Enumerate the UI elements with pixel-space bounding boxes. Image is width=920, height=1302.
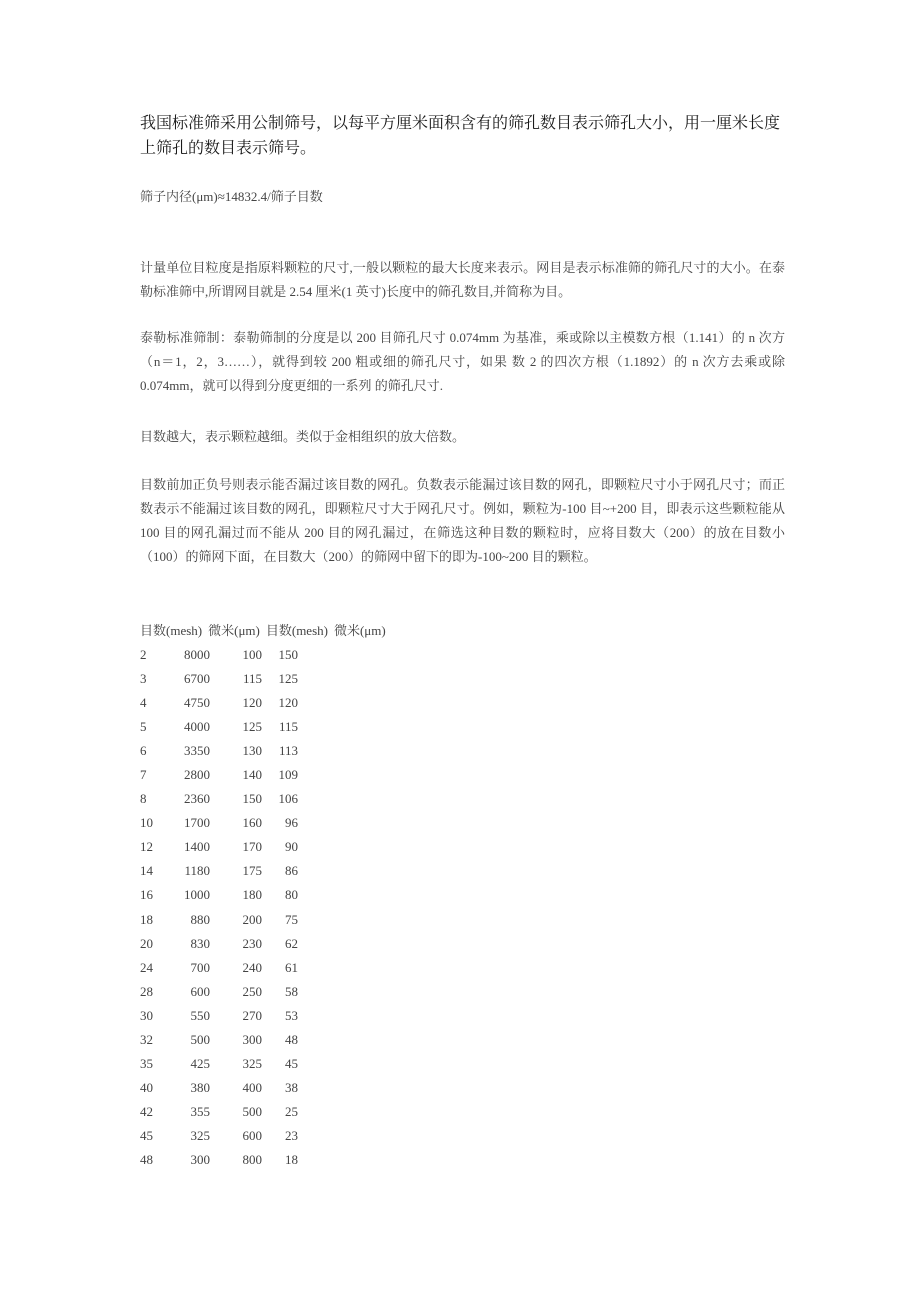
mesh-cell: 10 [140,815,153,831]
header-mesh-1: 目数(mesh) [140,623,203,638]
micron-cell: 1700 [184,815,210,831]
mesh-cell: 600 [242,1127,262,1143]
mesh-cell: 400 [242,1079,262,1095]
mesh-cell: 120 [242,695,262,711]
mesh-cell: 270 [242,1007,262,1023]
mesh-cell: 150 [242,791,262,807]
micron-cell: 1000 [184,887,210,903]
micron-cell: 425 [190,1055,210,1071]
mesh-cell: 500 [242,1103,262,1119]
micron-cell: 150 [278,647,298,662]
micron-cell: 380 [190,1079,210,1095]
mesh-cell: 325 [242,1055,262,1071]
mesh-cell: 115 [242,671,262,687]
micron-cell: 106 [278,791,298,807]
tyler-standard-paragraph: 泰勒标准筛制：泰勒筛制的分度是以 200 目筛孔尺寸 0.074mm 为基准，乘或除以主模数方根（1.141）的 n 次方（n＝1，2，3……），就得到较 200 粗或细的筛孔尺寸，如果 数 2 的四次方根（1.1892）的 n 次方去乘或除 0.074mm，就可以得到分度更细的一系列 的筛孔尺寸. [140,330,785,393]
larger-finer-paragraph: 目数越大，表示颗粒越细。类似于金相组织的放大倍数。 [140,429,466,444]
mesh-cell: 45 [140,1127,153,1143]
table-row [140,715,440,739]
table-row [140,859,440,883]
mesh-cell: 32 [140,1031,153,1047]
mesh-cell: 28 [140,983,153,999]
mesh-cell: 300 [242,1031,262,1047]
mesh-cell: 40 [140,1079,153,1095]
micron-cell: 3350 [184,743,210,759]
mesh-cell: 14 [140,863,153,879]
table-row [140,1004,440,1028]
micron-cell: 550 [190,1007,210,1023]
micron-cell: 325 [190,1127,210,1143]
table-row [140,1052,440,1076]
mesh-cell: 7 [140,767,147,783]
mesh-cell: 24 [140,959,153,975]
mesh-cell: 16 [140,887,153,903]
mesh-cell: 230 [242,935,262,951]
table-header [140,619,392,643]
mesh-cell: 12 [140,839,153,855]
micron-cell: 2360 [184,791,210,807]
micron-cell: 18 [285,1151,298,1167]
micron-cell: 1180 [184,863,210,879]
mesh-cell: 48 [140,1151,153,1167]
mesh-cell: 18 [140,911,153,927]
header-mesh-2: 目数(mesh) [265,623,328,638]
header-micron-2: 微米(μm) [333,623,386,638]
mesh-cell: 20 [140,935,153,951]
mesh-cell: 170 [242,839,262,855]
mesh-cell: 100 [242,647,262,662]
mesh-cell: 250 [242,983,262,999]
mesh-cell: 140 [242,767,262,783]
micron-cell: 61 [285,959,298,975]
micron-cell: 62 [285,935,298,951]
micron-cell: 38 [285,1079,298,1095]
micron-cell: 4000 [184,719,210,735]
mesh-cell: 30 [140,1007,153,1023]
table-row [140,1148,440,1172]
table-body [140,643,440,1172]
micron-cell: 48 [285,1031,298,1047]
micron-cell: 25 [285,1103,298,1119]
micron-cell: 125 [278,671,298,687]
mesh-definition-paragraph: 计量单位目粒度是指原料颗粒的尺寸,一般以颗粒的最大长度来表示。网目是表示标准筛的筛孔尺寸的大小。在泰勒标准筛中,所谓网目就是 2.54 厘米(1 英寸)长度中的筛孔数目,并简称为目。 [140,260,785,299]
micron-cell: 86 [285,863,298,879]
intro-paragraph: 我国标准筛采用公制筛号，以每平方厘米面积含有的筛孔数目表示筛孔大小，用一厘米长度上筛孔的数目表示筛号。 [140,115,781,157]
mesh-cell: 5 [140,719,147,735]
mesh-cell: 180 [242,887,262,903]
micron-cell: 300 [190,1151,210,1167]
micron-cell: 109 [278,767,298,783]
mesh-cell: 175 [242,863,262,879]
mesh-micron-table [140,619,392,1167]
micron-cell: 4750 [184,695,210,711]
table-row [140,1124,440,1148]
micron-cell: 600 [190,983,210,999]
micron-cell: 120 [278,695,298,711]
mesh-cell: 130 [242,743,262,759]
mesh-cell: 800 [242,1151,262,1167]
header-micron-1: 微米(μm) [208,623,260,638]
table-row [140,956,440,980]
micron-cell: 830 [190,935,210,951]
micron-cell: 500 [190,1031,210,1047]
table-row [140,691,440,715]
table-row [140,835,440,859]
micron-cell: 80 [285,887,298,903]
micron-cell: 90 [285,839,298,855]
micron-cell: 113 [278,743,298,759]
micron-cell: 45 [285,1055,298,1071]
micron-cell: 75 [285,911,298,927]
micron-cell: 700 [190,959,210,975]
table-row [140,739,440,763]
micron-cell: 880 [190,911,210,927]
table-row [140,787,440,811]
table-row [140,980,440,1004]
mesh-cell: 240 [242,959,262,975]
table-row [140,932,440,956]
mesh-cell: 160 [242,815,262,831]
micron-cell: 8000 [184,647,210,662]
table-row [140,643,440,667]
mesh-cell: 200 [242,911,262,927]
mesh-cell: 4 [140,695,147,711]
table-row [140,811,440,835]
micron-cell: 96 [285,815,298,831]
mesh-cell: 2 [140,647,147,662]
table-row [140,883,440,907]
formula-line: 筛子内径(μm)≈14832.4/筛子目数 [140,189,323,204]
table-row [140,908,440,932]
micron-cell: 2800 [184,767,210,783]
mesh-cell: 3 [140,671,147,687]
mesh-cell: 35 [140,1055,153,1071]
micron-cell: 6700 [184,671,210,687]
micron-cell: 355 [190,1103,210,1119]
micron-cell: 1400 [184,839,210,855]
mesh-cell: 42 [140,1103,153,1119]
mesh-cell: 125 [242,719,262,735]
table-row [140,1076,440,1100]
micron-cell: 53 [285,1007,298,1023]
micron-cell: 58 [285,983,298,999]
table-row [140,1028,440,1052]
micron-cell: 115 [278,719,298,735]
table-row [140,667,440,691]
mesh-cell: 8 [140,791,147,807]
sign-meaning-paragraph: 目数前加正负号则表示能否漏过该目数的网孔。负数表示能漏过该目数的网孔，即颗粒尺寸小于网孔尺寸；而正数表示不能漏过该目数的网孔，即颗粒尺寸大于网孔尺寸。例如，颗粒为-100 目~+200 目，即表示这些颗粒能从 100 目的网孔漏过而不能从 200 目的网孔漏过，在筛选这种目数的颗粒时，应将目数大（200）的放在目数小（100）的筛网下面，在目数大（200）的筛网中留下的即为-100~200 目的颗粒。 [140,477,785,564]
table-row [140,1100,440,1124]
table-row [140,763,440,787]
micron-cell: 23 [285,1127,298,1143]
mesh-cell: 6 [140,743,147,759]
